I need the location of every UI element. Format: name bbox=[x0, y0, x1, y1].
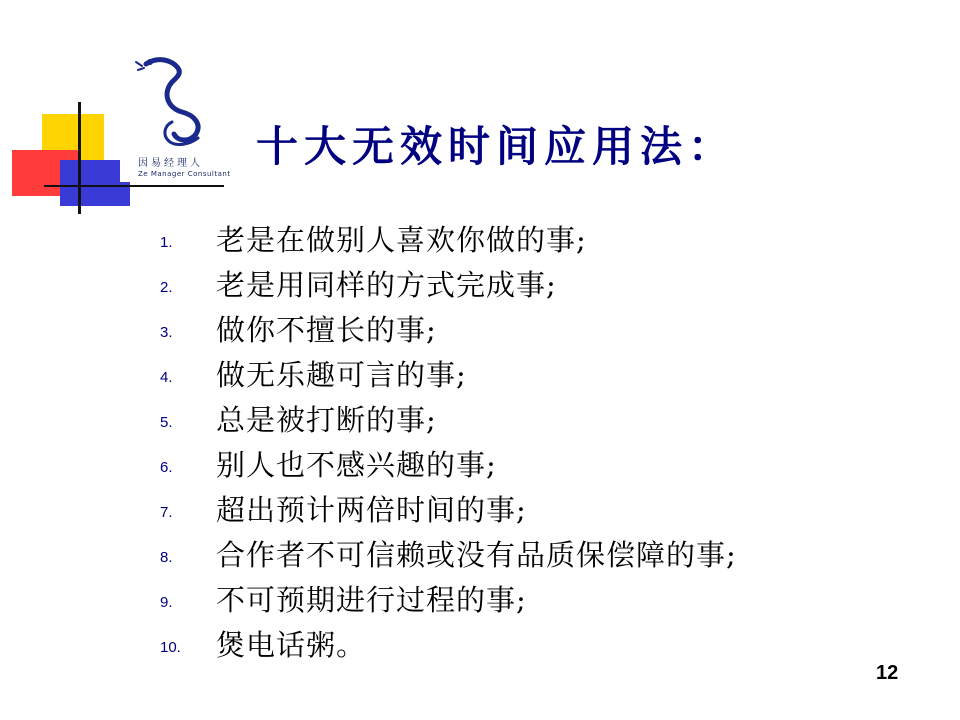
list-item-number: 2. bbox=[160, 279, 173, 296]
list-item bbox=[160, 578, 850, 623]
list-item-number: 6. bbox=[160, 459, 173, 476]
list-item bbox=[160, 533, 850, 578]
list-item-number: 5. bbox=[160, 414, 173, 431]
page-number: 12 bbox=[876, 662, 899, 684]
list-item-text: 不可预期进行过程的事; bbox=[216, 583, 527, 617]
logo bbox=[120, 52, 242, 182]
list-item-text: 超出预计两倍时间的事; bbox=[216, 493, 527, 527]
list-item bbox=[160, 443, 850, 488]
list-item-number: 9. bbox=[160, 594, 173, 611]
list-item bbox=[160, 308, 850, 353]
list-item-text: 老是在做别人喜欢你做的事; bbox=[216, 223, 587, 257]
list-item bbox=[160, 488, 850, 533]
list-item-text: 别人也不感兴趣的事; bbox=[216, 448, 497, 482]
list-item-text: 总是被打断的事; bbox=[216, 403, 437, 437]
list-item-number: 4. bbox=[160, 369, 173, 386]
page-title: 十大无效时间应用法： bbox=[256, 122, 737, 171]
logo-chinese-text: 因易经理人 bbox=[138, 158, 203, 169]
list-item-text: 合作者不可信赖或没有品质保偿障的事; bbox=[216, 538, 737, 572]
list-item-text: 做无乐趣可言的事; bbox=[216, 358, 467, 392]
decor-horizontal-line bbox=[44, 185, 224, 187]
item-list bbox=[160, 218, 850, 668]
list-item bbox=[160, 263, 850, 308]
list-item-text: 煲电话粥。 bbox=[216, 628, 367, 662]
logo-english-text: Ze Manager Consultant bbox=[138, 170, 231, 178]
list-item bbox=[160, 398, 850, 443]
list-item-number: 1. bbox=[160, 234, 173, 251]
list-item-number: 8. bbox=[160, 549, 173, 566]
list-item-text: 做你不擅长的事; bbox=[216, 313, 437, 347]
list-item bbox=[160, 623, 850, 668]
list-item bbox=[160, 218, 850, 263]
list-item-number: 10. bbox=[160, 639, 181, 656]
list-item bbox=[160, 353, 850, 398]
list-item-number: 7. bbox=[160, 504, 173, 521]
decor-vertical-line bbox=[78, 102, 81, 214]
dragon-logo-icon bbox=[132, 52, 222, 147]
list-item-text: 老是用同样的方式完成事; bbox=[216, 268, 557, 302]
list-item-number: 3. bbox=[160, 324, 173, 341]
